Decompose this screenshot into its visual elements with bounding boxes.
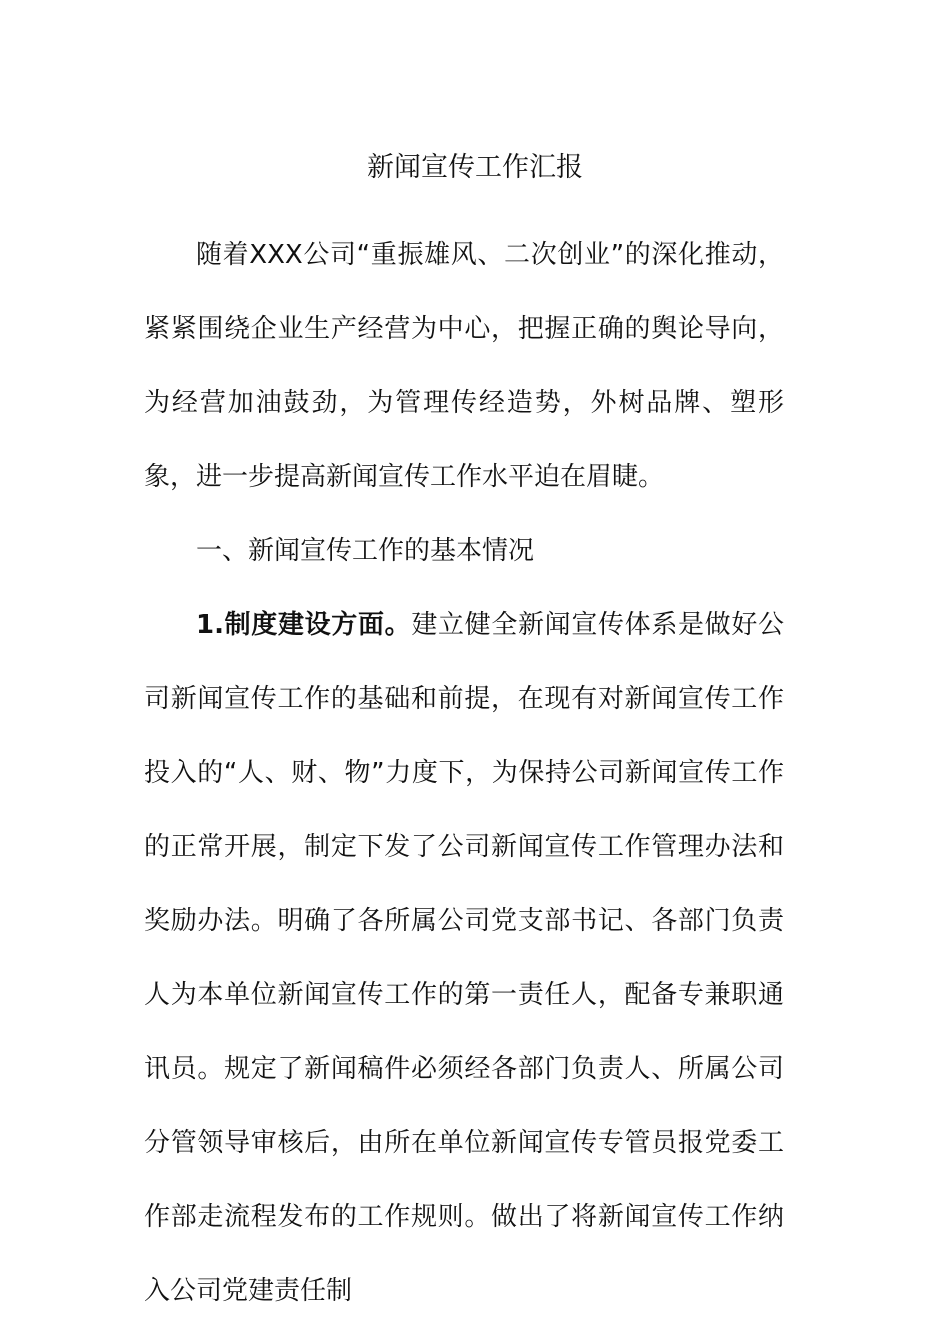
section1-text: 建立健全新闻宣传体系是做好公司新闻宣传工作的基础和前提，在现有对新闻宣传工作投入的“人、财、物”力度下，为保持公司新闻宣传工作的正常开展，制定下发了公司新闻宣传工作管理办法和奖励办法。明确了各所属公司党支部书记、各部门负责人为本单位新闻宣传工作的第一责任人，配备专兼职通讯员。规定了新闻稿件必须经各部门负责人、所属公司分管领导审核后，由所在单位新闻宣传专管员报党委工作部走流程发布的工作规则。做出了将新闻宣传工作纳入公司党建责任制 (144, 610, 784, 1306)
section1-lead: 1.制度建设方面。 (196, 610, 412, 640)
document-body (144, 218, 784, 1328)
section1-paragraph (144, 588, 784, 1328)
document-title: 新闻宣传工作汇报 (367, 152, 583, 183)
section-heading: 一、新闻宣传工作的基本情况 (196, 536, 535, 566)
intro-paragraph: 随着XXX公司“重振雄风、二次创业”的深化推动，紧紧围绕企业生产经营为中心，把握正确的舆论导向，为经营加油鼓劲，为管理传经造势，外树品牌、塑形象，进一步提高新闻宣传工作水平迫在眉睫。 (144, 240, 784, 492)
